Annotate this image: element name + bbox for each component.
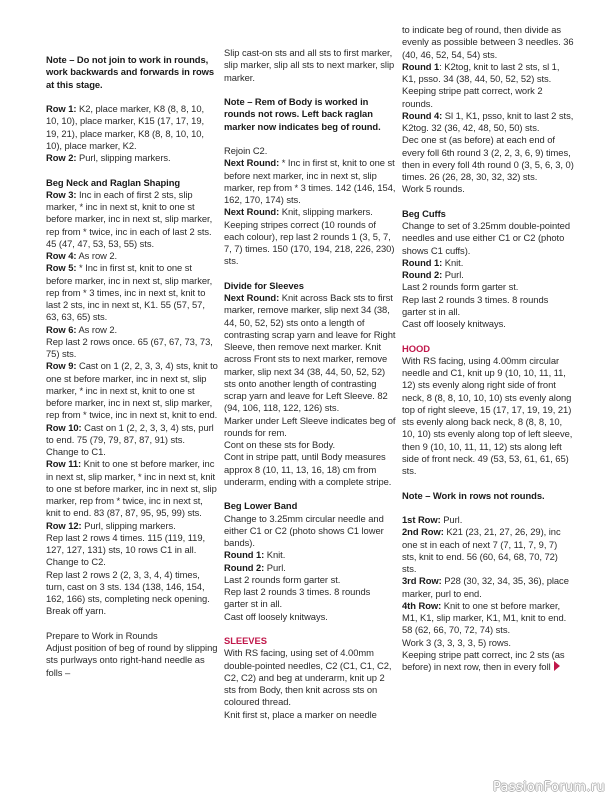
row-1: Row 1: K2, place marker, K8 (8, 8, 10, 10, 10), place marker, K15 (17, 17, 19, 19, 21), place marker, K8 (8, 8, 10, 10, 10), place marker, K2.	[46, 103, 205, 151]
round-1: Round 1: Knit.	[402, 256, 464, 268]
row-4: Row 4: As row 2.	[46, 250, 118, 261]
instruction: Work 5 rounds.	[402, 183, 465, 195]
row-1: 1st Row: Purl.	[402, 514, 463, 525]
row-11: Row 11: Knit to one st before marker, inc in next st, slip marker, * inc in next st, knit to one st before marker, inc in next st, slip marker, rep from * twice, inc in next st, knit to end. 83 (87, 87, 95, 95, 99) sts.	[46, 458, 217, 519]
row-6: Row 6: As row 2.	[46, 323, 118, 335]
continue-arrow-icon	[554, 661, 560, 671]
cuffs-section	[402, 208, 574, 331]
instruction: Marker under Left Sleeve indicates beg of rounds for rem.	[224, 414, 396, 438]
row-4: 4th Row: Knit to one st before marker, M1, K1, slip marker, K1, M1, knit to end. 58 (62, 66, 70, 72, 74) sts.	[402, 599, 567, 636]
instruction: Change to C1.	[46, 446, 106, 457]
instruction: Cont in stripe patt, until Body measures approx 8 (10, 11, 13, 16, 18) cm from underarm, ending with a complete stripe.	[224, 451, 392, 487]
section-heading: Beg Lower Band	[224, 500, 298, 512]
lower-band-section	[224, 500, 396, 623]
row-2: Row 2: Purl, slipping markers.	[46, 152, 171, 163]
watermark: PassionForum.ru	[492, 780, 605, 795]
instruction: Keeping stripes correct (10 rounds of each colour), rep last 2 rounds 1 (3, 5, 7, 7, 7) times. 150 (170, 194, 218, 226, 230) sts.	[224, 218, 395, 267]
body-rounds-section	[224, 145, 396, 268]
instruction: Knit first st, place a marker on needle	[224, 708, 377, 720]
row-10: Row 10: Cast on 1 (2, 2, 3, 3, 4) sts, purl to end. 75 (79, 79, 87, 87, 91) sts.	[46, 421, 214, 445]
section-heading: Beg Cuffs	[402, 207, 446, 219]
note-body-rounds: Note – Rem of Body is worked in rounds not rows. Left back raglan marker now indicates beg of round.	[224, 96, 381, 132]
instruction: Rep last 2 rows 2 (2, 3, 3, 4, 4) times, turn, cast on 3 sts. 134 (138, 146, 154, 162, 166) sts, completing neck opening.	[46, 568, 210, 604]
sleeves-section	[224, 635, 396, 721]
neck-raglan-section	[46, 177, 218, 618]
instruction: Rejoin C2.	[224, 145, 268, 156]
instruction: Cast off loosely knitways.	[224, 610, 328, 622]
divide-sleeves-section	[224, 280, 396, 488]
row-9: Row 9: Cast on 1 (2, 2, 3, 3, 4) sts, knit to one st before marker, inc in next st, slip marker, * inc in next st, knit to one st before marker, inc in next st, slip marker, rep from * twice, inc in next st, knit to end.	[46, 360, 218, 421]
row-5: Row 5: * Inc in first st, knit to one st before marker, inc in next st, slip marker, rep from * 3 times, inc in next st, knit to last 2 sts, inc in next st, K1. 55 (57, 57, 63, 63, 65) sts.	[46, 262, 213, 323]
prepare-rounds-section	[46, 630, 218, 679]
instruction: With RS facing, using set of 4.00mm double-pointed needles, C2 (C1, C1, C2, C2, C2) and beg at underarm, knit up 2 sts from Body, then knit across sts on coloured thread.	[224, 647, 392, 708]
instruction: Dec one st (as before) at each end of every foll 6th round 3 (2, 2, 3, 6, 9) times, then in every foll 4th round 0 (3, 5, 6, 3, 0) times. 26 (26, 28, 30, 32, 32) sts.	[402, 134, 574, 182]
next-round: Next Round: Knit, slipping markers.	[224, 206, 373, 218]
instruction: Cast off loosely knitways.	[402, 318, 506, 329]
section-heading: Beg Neck and Raglan Shaping	[46, 176, 181, 188]
row-2: 2nd Row: K21 (23, 21, 27, 26, 29), inc one st in each of next 7 (7, 11, 7, 9, 7) sts, knit to end. 56 (60, 64, 68, 70, 72) sts.	[402, 526, 561, 574]
instruction: Slip cast-on sts and all sts to first marker, slip marker, slip all sts to next marker, slip marker.	[224, 47, 395, 83]
sleeve-continued-section	[402, 24, 574, 196]
column-3	[402, 24, 574, 686]
section-heading: Divide for Sleeves	[224, 279, 304, 291]
instruction: Last 2 rounds form garter st.	[402, 281, 519, 293]
instruction: Change to C2.	[46, 556, 106, 568]
row-3: 3rd Row: P28 (30, 32, 34, 35, 36), place marker, purl to end.	[402, 575, 569, 599]
rows-section	[46, 103, 218, 164]
instruction: Rep last 2 rounds 3 times. 8 rounds garter st in all.	[224, 586, 371, 610]
instruction: Rep last 2 rows once. 65 (67, 67, 73, 73, 75) sts.	[46, 335, 213, 359]
instruction: With RS facing, using 4.00mm circular needle and C1, knit up 9 (10, 10, 11, 11, 12) sts evenly along right side of front neck, 8 (8, 8, 10, 10, 10) sts evenly along top of right sleeve, 15 (17, 17, 19, 19, 21) sts evenly along back neck, 8 (8, 8, 10, 10, 10) sts evenly along top of left sleeve, then 9 (10, 10, 11, 11, 12) sts along left side of front neck. 49 (53, 53, 61, 61, 65) sts.	[402, 354, 573, 476]
note-hood-rows: Note – Work in rows not rounds.	[402, 489, 545, 501]
instruction: Cont on these sts for Body.	[224, 439, 336, 450]
hood-section	[402, 343, 574, 478]
row-12: Row 12: Purl, slipping markers.	[46, 519, 176, 531]
instruction: Last 2 rounds form garter st.	[224, 573, 341, 585]
column-2	[224, 47, 396, 733]
instruction: Keeping stripe patt correct, inc 2 sts (as before) in next row, then in every foll	[402, 648, 565, 672]
instruction: Change to 3.25mm circular needle and either C1 or C2 (photo shows C1 lower bands).	[224, 512, 384, 548]
instruction: Rep last 2 rows 4 times. 115 (119, 119, 127, 127, 131) sts, 10 rows C1 in all.	[46, 531, 206, 555]
instruction: to indicate beg of round, then divide as evenly as possible between 3 needles. 36 (40, 46, 52, 54, 54) sts.	[402, 24, 574, 60]
instruction: Work 3 (3, 3, 3, 3, 5) rows.	[402, 636, 511, 648]
row-3: Row 3: Inc in each of first 2 sts, slip marker, * inc in next st, knit to one st before marker, inc in next st, slip marker, rep from * twice, inc in each of last 2 sts. 45 (47, 47, 53, 53, 55) sts.	[46, 188, 213, 249]
hood-rows-section	[402, 514, 574, 673]
round-2: Round 2: Purl.	[402, 269, 464, 280]
instruction: Change to set of 3.25mm double-pointed needles and use either C1 or C2 (photo shows C1 cuffs).	[402, 220, 571, 256]
round-1: Round 1: K2tog, knit to last 2 sts, sl 1, K1, psso. 34 (38, 44, 50, 52, 52) sts.	[402, 60, 560, 84]
instruction: Break off yarn.	[46, 605, 107, 617]
instruction: Rep last 2 rounds 3 times. 8 rounds garter st in all.	[402, 293, 549, 317]
next-round: Next Round: Knit across Back sts to first marker, remove marker, slip next 34 (38, 44, 50, 52, 52) sts onto a length of contrasting scrap yarn and leave for Right Sleeve, then remove next marker. Knit across Front sts to next marker, remove marker, slip next 34 (38, 44, 50, 52, 52) sts onto another length of contrasting scrap yarn and leave for Left Sleeve. 82 (94, 106, 118, 122, 126) sts.	[224, 292, 396, 414]
subheading: Prepare to Work in Rounds	[46, 629, 158, 641]
note-rows: Note – Do not join to work in rounds, work backwards and forwards in rows at this stage.	[46, 54, 215, 90]
instruction: Adjust position of beg of round by slipping sts purlways onto right-hand needle as folls –	[46, 642, 218, 678]
round-2: Round 2: Purl.	[224, 561, 286, 573]
section-heading-sleeves: SLEEVES	[224, 635, 267, 646]
round-1: Round 1: Knit.	[224, 549, 286, 561]
next-round: Next Round: * Inc in first st, knit to one st before next marker, inc in next st, slip marker, rep from * 3 times. 142 (146, 154, 162, 170, 174) sts.	[224, 157, 396, 205]
instruction: Keeping stripe patt correct, work 2 rounds.	[402, 85, 543, 109]
round-4: Round 4: Sl 1, K1, psso, knit to last 2 sts, K2tog. 32 (36, 42, 48, 50, 50) sts.	[402, 109, 574, 133]
column-1	[46, 54, 218, 691]
section-heading-hood: HOOD	[402, 342, 430, 354]
